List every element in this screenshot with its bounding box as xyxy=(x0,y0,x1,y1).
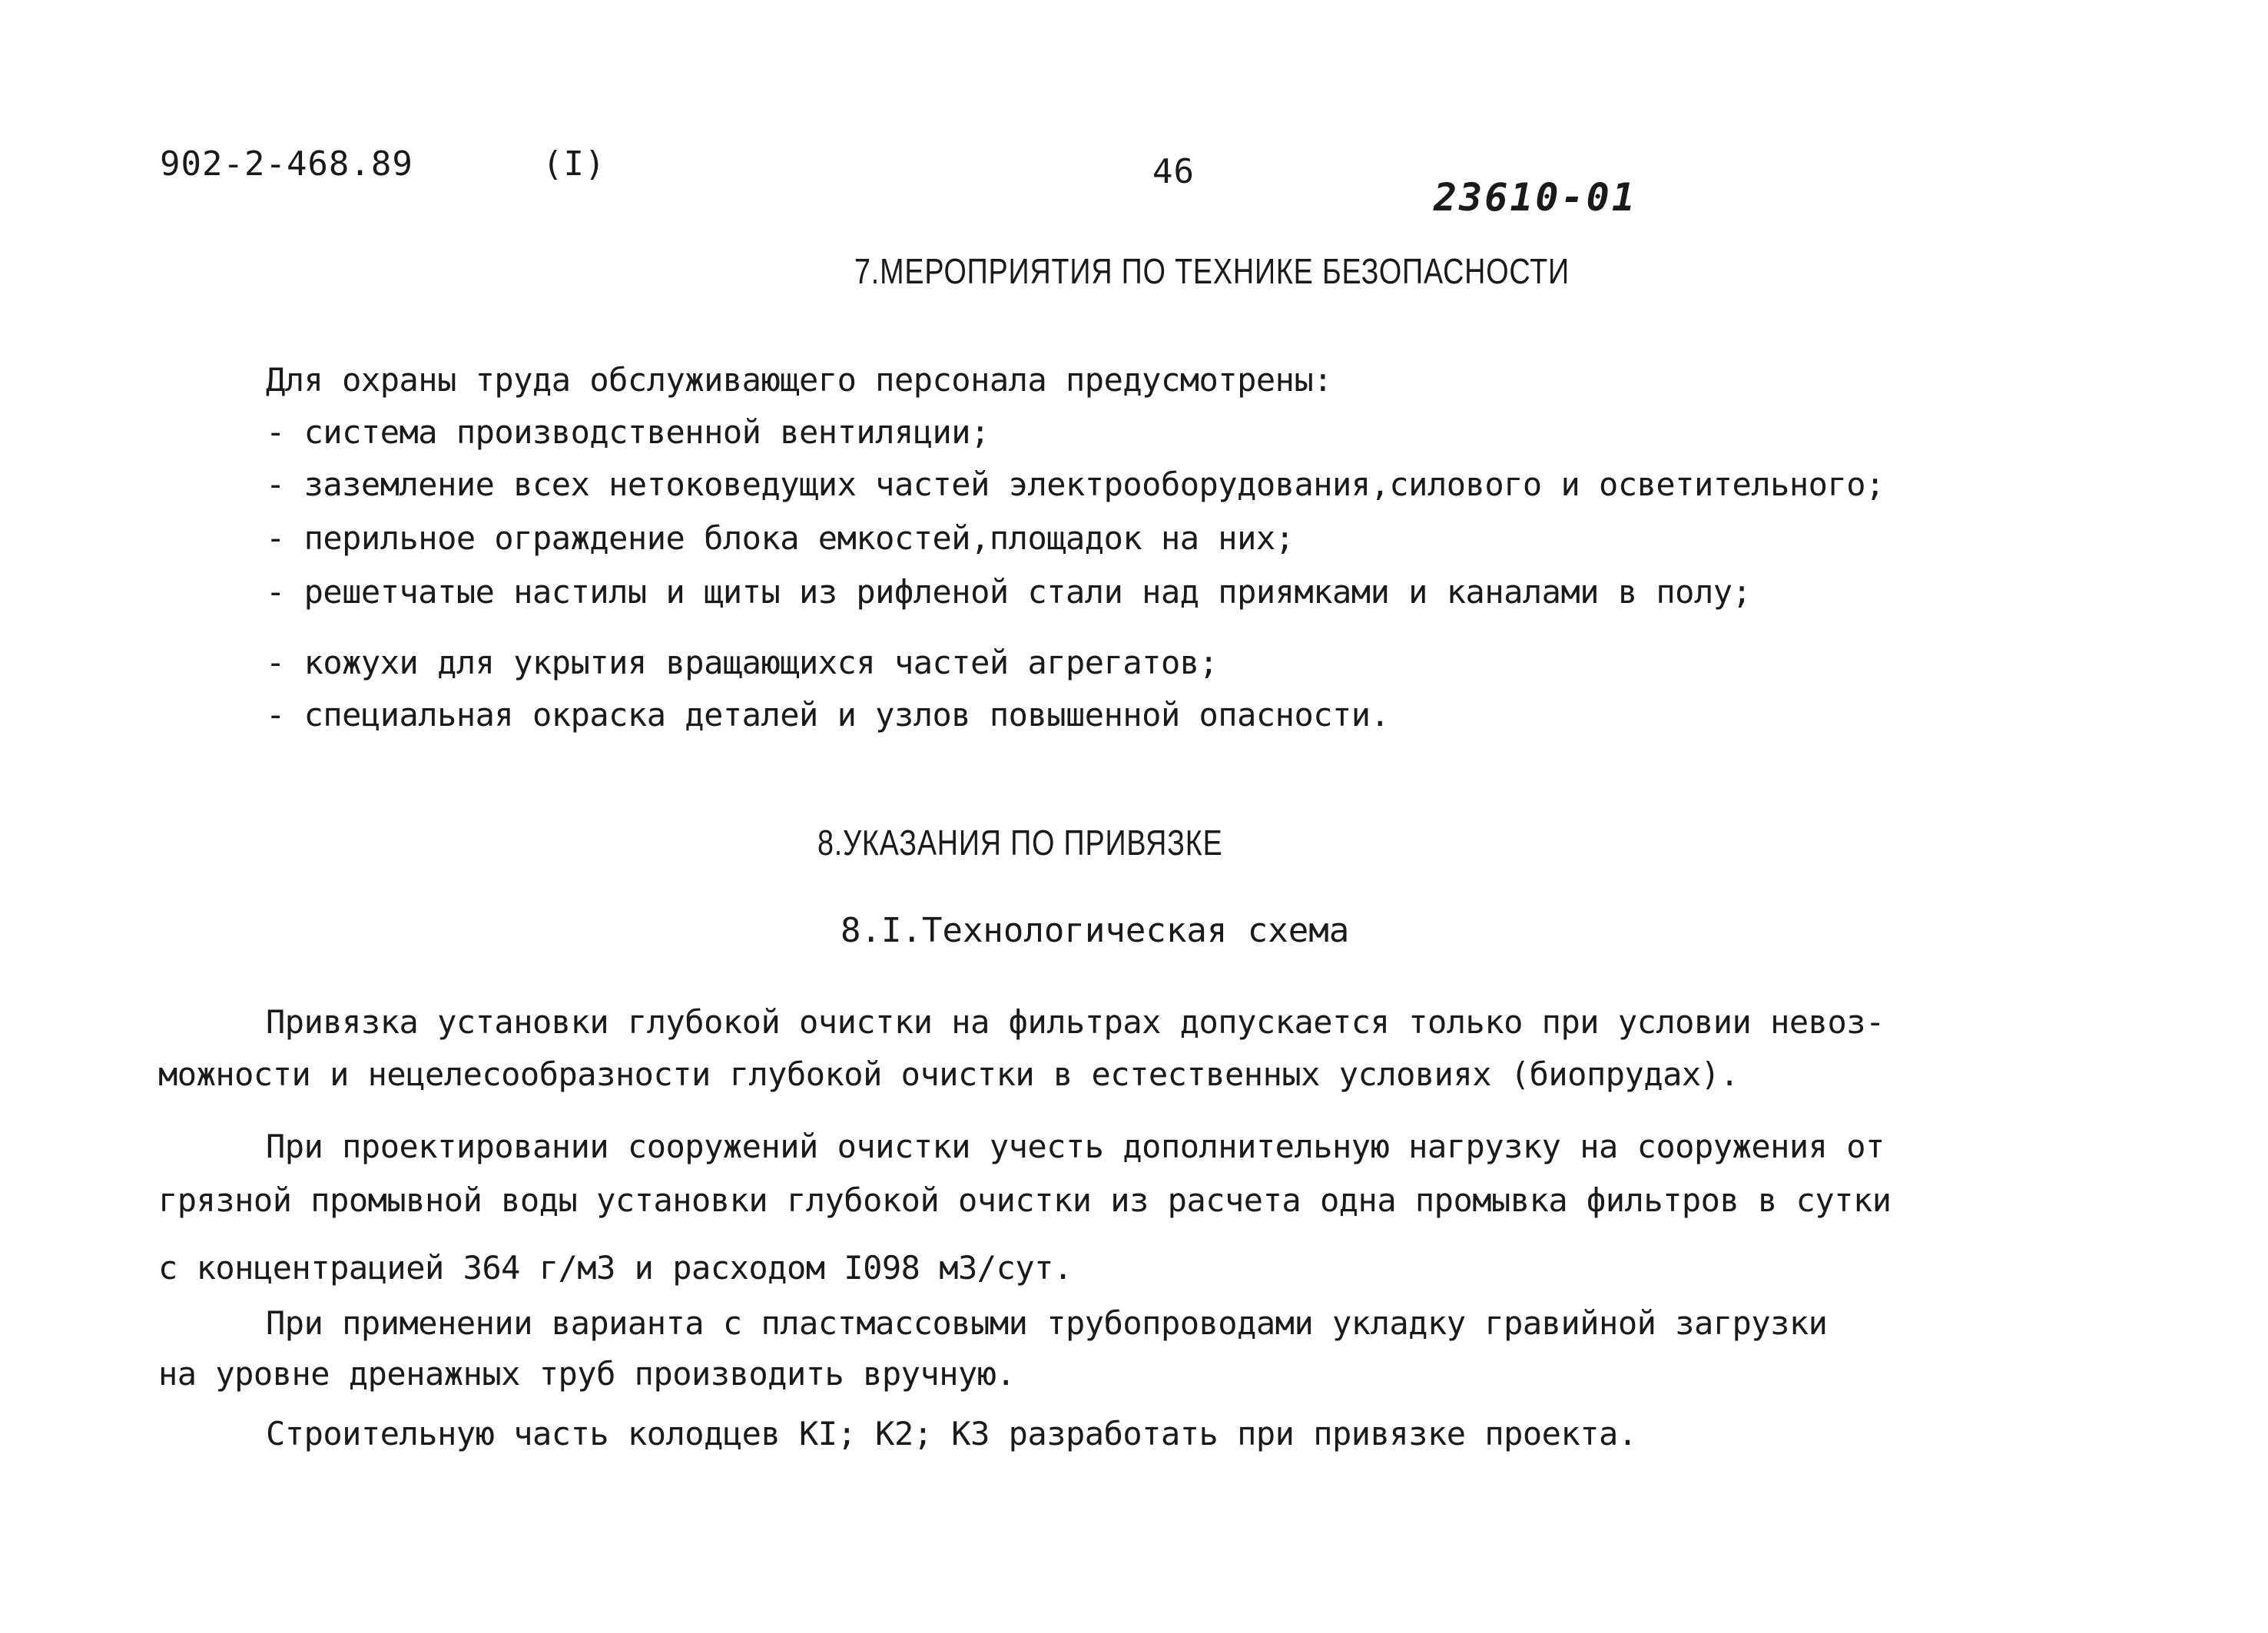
paragraph-line: При применении варианта с пластмассовыми трубопроводами укладку гравийной загрузки xyxy=(266,1304,1828,1342)
sheet-number: (I) xyxy=(542,144,606,184)
paragraph-line: Привязка установки глубокой очистки на фильтрах допускается только при условии невоз- xyxy=(266,1003,1885,1041)
list-item: - перильное ограждение блока емкостей,площадок на них; xyxy=(266,519,1295,557)
paragraph-line: грязной промывной воды установки глубокой очистки из расчета одна промывка фильтров в сутки xyxy=(158,1181,1892,1219)
inventory-stamp: 23610-01 xyxy=(1434,175,1637,220)
section-8-1-subtitle: 8.I.Технологическая схема xyxy=(841,911,1350,950)
list-item: - решетчатые настилы и щиты из рифленой стали над приямками и каналами в полу; xyxy=(266,573,1752,611)
page-number: 46 xyxy=(1152,152,1195,191)
document-code: 902-2-468.89 xyxy=(160,144,413,184)
section-7-intro: Для охраны труда обслуживающего персонала предусмотрены: xyxy=(266,361,1333,399)
paragraph-line: Строительную часть колодцев КI; К2; К3 разработать при привязке проекта. xyxy=(266,1415,1637,1452)
list-item: - кожухи для укрытия вращающихся частей агрегатов; xyxy=(266,644,1219,681)
paragraph-line: можности и нецелесообразности глубокой очистки в естественных условиях (биопрудах). xyxy=(158,1055,1739,1093)
paragraph-line: с концентрацией 364 г/м3 и расходом I098 м3/сут. xyxy=(158,1249,1073,1287)
list-item: - заземление всех нетоковедущих частей электрооборудования,силового и осветительного; xyxy=(266,465,1885,503)
paragraph-line: При проектировании сооружений очистки учесть дополнительную нагрузку на сооружения от xyxy=(266,1128,1885,1165)
list-item: - система производственной вентиляции; xyxy=(266,413,990,451)
section-8-title: 8.УКАЗАНИЯ ПО ПРИВЯЗКЕ xyxy=(817,823,1223,863)
paragraph-line: на уровне дренажных труб производить вручную. xyxy=(158,1355,1016,1393)
list-item: - специальная окраска деталей и узлов повышенной опасности. xyxy=(266,696,1390,734)
section-7-title: 7.МЕРОПРИЯТИЯ ПО ТЕХНИКЕ БЕЗОПАСНОСТИ xyxy=(854,251,1570,291)
